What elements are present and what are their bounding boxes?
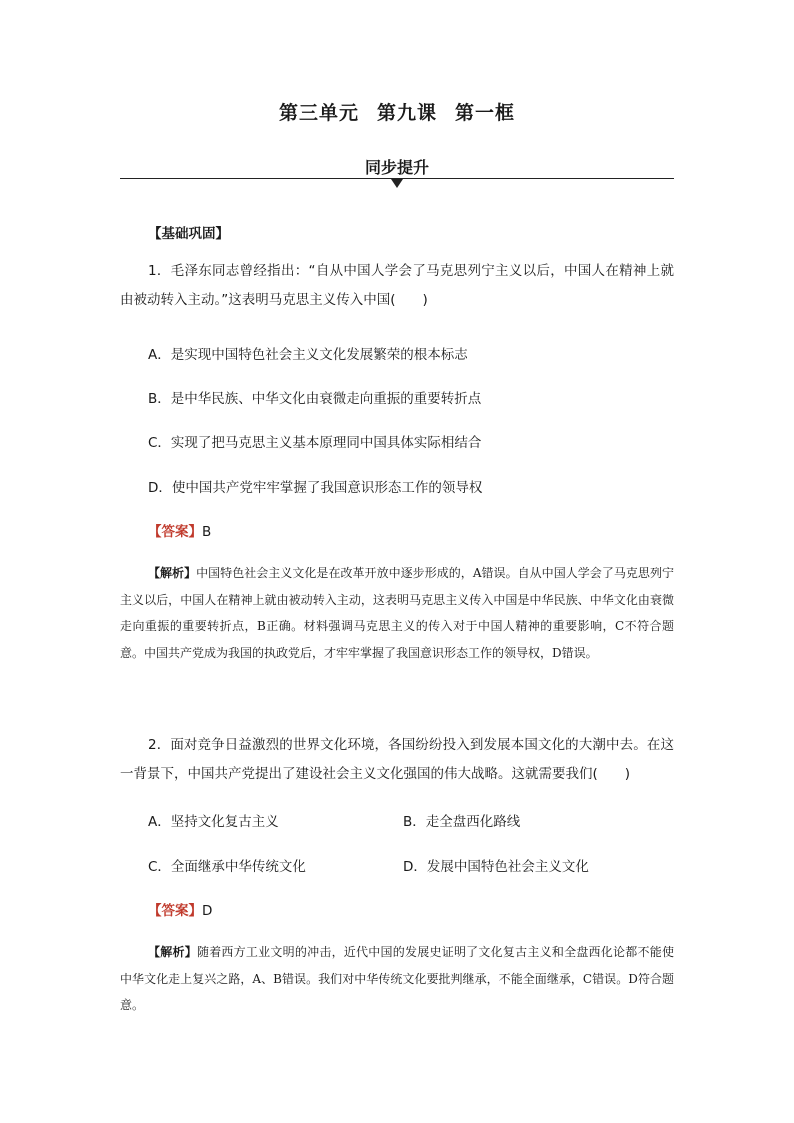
frame-title: 第一框 — [455, 102, 516, 124]
page-title — [0, 98, 794, 125]
q1-option-a: A．是实现中国特色社会主义文化发展繁荣的根本标志 — [148, 347, 468, 363]
q2-option-a: A．坚持文化复古主义 — [148, 814, 279, 830]
question-2-stem: 2．面对竞争日益激烈的世界文化环境，各国纷纷投入到发展本国文化的大潮中去。在这一背景下，中国共产党提出了建设社会主义文化强国的伟大战略。这就需要我们( ) — [120, 737, 674, 782]
q1-answer — [148, 520, 211, 540]
explanation-label: 【解析】 — [148, 566, 197, 580]
answer-value: D — [202, 903, 213, 919]
answer-label: 【答案】 — [148, 903, 202, 919]
q2-explanation — [120, 939, 674, 1019]
down-triangle-icon — [391, 179, 403, 188]
q1-option-c: C．实现了把马克思主义基本原理同中国具体实际相结合 — [148, 435, 482, 451]
answer-value: B — [202, 524, 212, 540]
explanation-text: 随着西方工业文明的冲击，近代中国的发展史证明了文化复古主义和全盘西化论都不能使中华文化走上复兴之路，A、B错误。我们对中华传统文化要批判继承，不能全面继承，C错误。D符合题意。 — [120, 945, 674, 1012]
q1-option-b: B．是中华民族、中华文化由衰微走向重振的重要转折点 — [148, 391, 482, 407]
q2-option-d: D．发展中国特色社会主义文化 — [403, 859, 589, 875]
q1-explanation — [120, 560, 674, 666]
answer-label: 【答案】 — [148, 524, 202, 540]
q2-answer — [148, 899, 212, 919]
question-1-stem: 1．毛泽东同志曾经指出：“自从中国人学会了马克思列宁主义以后，中国人在精神上就由被动转入主动。”这表明马克思主义传入中国( ) — [120, 263, 674, 308]
section-title: 同步提升 — [364, 158, 429, 177]
lesson-title: 第九课 — [376, 102, 437, 124]
q2-option-c: C．全面继承中华传统文化 — [148, 859, 306, 875]
explanation-text: 中国特色社会主义文化是在改革开放中逐步形成的，A错误。自从中国人学会了马克思列宁主义以后，中国人在精神上就由被动转入主动，这表明马克思主义传入中国是中华民族、中华文化由衰微走向重振的重要转折点，B正确。材料强调马克思主义的传入对于中国人精神的重要影响，C不符合题意。中国共产党成为我国的执政党后，才牢牢掌握了我国意识形态工作的领导权，D错误。 — [120, 566, 674, 660]
explanation-label: 【解析】 — [148, 945, 197, 959]
basic-section-label: 【基础巩固】 — [148, 226, 229, 242]
q2-option-b: B．走全盘西化路线 — [403, 814, 521, 830]
unit-title: 第三单元 — [278, 102, 359, 124]
q1-option-d: D．使中国共产党牢牢掌握了我国意识形态工作的领导权 — [148, 480, 483, 496]
